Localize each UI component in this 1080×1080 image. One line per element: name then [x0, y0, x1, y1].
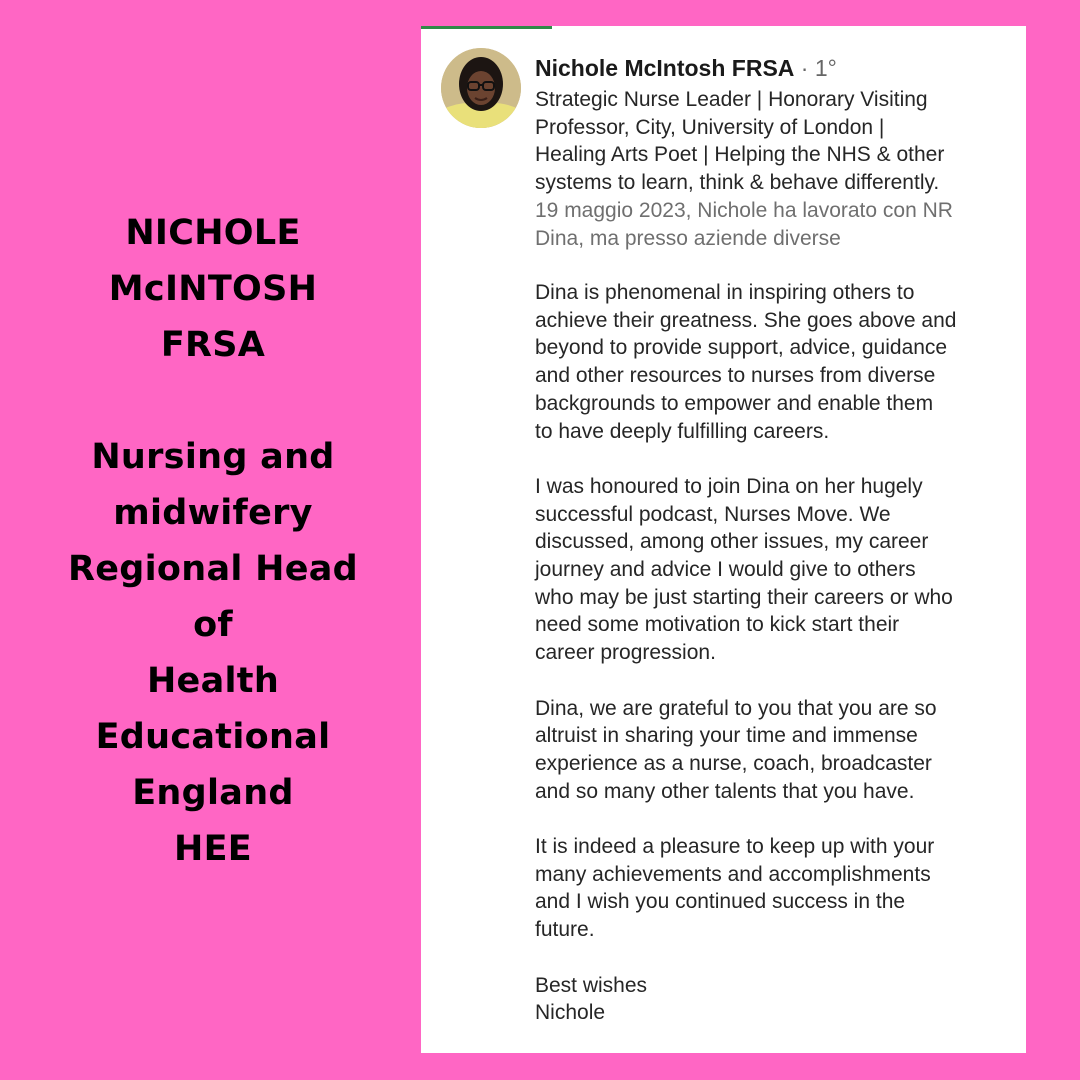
recommendation-card — [421, 26, 1026, 1053]
headline-line: Healing Arts Poet | Helping the NHS & other — [535, 143, 945, 166]
body-paragraph — [535, 833, 1015, 944]
caption-spacer — [50, 373, 376, 429]
caption-name-line: FRSA — [160, 325, 266, 365]
body-line: and other resources to nurses from diverse — [535, 364, 936, 388]
body-paragraph — [535, 695, 1015, 806]
body-line: to have deeply fulfilling careers. — [535, 419, 830, 443]
body-line: and so many other talents that you have. — [535, 779, 915, 803]
body-line: achieve their greatness. She goes above and — [535, 308, 957, 332]
body-line: experience as a nurse, coach, broadcaster — [535, 751, 932, 775]
body-line: and I wish you continued success in the — [535, 890, 906, 914]
caption-role-line: England — [132, 773, 294, 813]
body-line: many achievements and accomplishments — [535, 862, 931, 886]
body-paragraph — [535, 473, 1015, 667]
body-line: backgrounds to empower and enable them — [535, 391, 934, 415]
body-line: I was honoured to join Dina on her hugely — [535, 474, 923, 498]
signoff-line: Best wishes — [535, 973, 648, 997]
body-line: It is indeed a pleasure to keep up with your — [535, 835, 935, 859]
body-line: future. — [535, 918, 595, 942]
meta-line: Dina, ma presso aziende diverse — [535, 226, 841, 250]
author-row — [535, 52, 1015, 84]
caption-name-line: NICHOLE — [125, 213, 301, 253]
body-line: altruist in sharing your time and immense — [535, 724, 918, 748]
left-caption — [50, 205, 376, 877]
body-paragraph — [535, 279, 1015, 445]
avatar[interactable] — [441, 48, 521, 128]
meta-line: 19 maggio 2023, Nichole ha lavorato con NR — [535, 199, 953, 222]
caption-role-line: Health — [146, 661, 280, 701]
recommendation-body — [535, 279, 1015, 1027]
caption-role-line: HEE — [173, 829, 252, 869]
body-line: Dina, we are grateful to you that you are so — [535, 696, 937, 720]
profile-photo-icon — [441, 48, 521, 128]
signoff — [535, 972, 1015, 1027]
signoff-line: Nichole — [535, 1001, 606, 1025]
connection-degree: · 1° — [800, 55, 837, 81]
headline-line: Professor, City, University of London | — [535, 115, 885, 139]
body-line: who may be just starting their careers or who — [535, 585, 953, 609]
body-line: discussed, among other issues, my career — [535, 530, 929, 554]
author-headline — [535, 86, 1015, 196]
caption-role-line: midwifery — [113, 493, 313, 533]
body-line: Dina is phenomenal in inspiring others to — [535, 281, 915, 304]
author-name[interactable]: Nichole McIntosh FRSA — [535, 55, 795, 81]
caption-role-line: of — [193, 605, 233, 645]
headline-line: Strategic Nurse Leader | Honorary Visiting — [535, 88, 928, 111]
body-line: journey and advice I would give to others — [535, 558, 916, 582]
caption-role-line: Educational — [95, 717, 331, 757]
body-line: beyond to provide support, advice, guidance — [535, 336, 948, 360]
body-line: need some motivation to kick start their — [535, 613, 900, 637]
body-line: career progression. — [535, 641, 716, 665]
caption-role-line: Regional Head — [67, 549, 359, 589]
caption-role-line: Nursing and — [91, 437, 335, 477]
card-accent-line — [421, 26, 552, 29]
caption-name-line: McINTOSH — [108, 269, 318, 309]
headline-line: systems to learn, think & behave differently. — [535, 170, 940, 194]
body-line: successful podcast, Nurses Move. We — [535, 502, 891, 526]
recommendation-meta — [535, 197, 1015, 252]
recommendation-content — [535, 52, 1015, 1027]
